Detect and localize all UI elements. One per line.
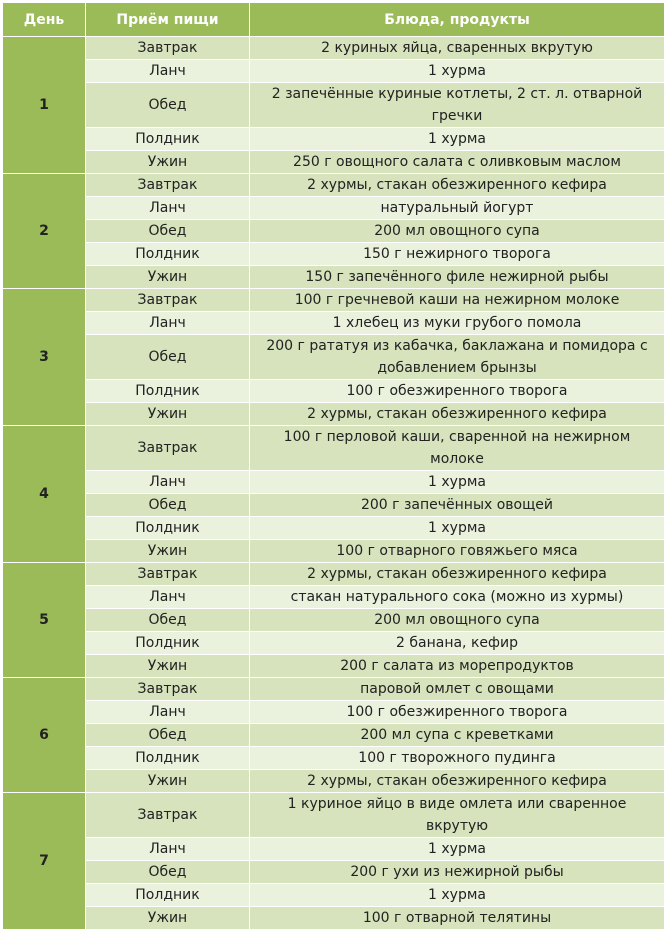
table-row (3, 861, 665, 884)
dish-description-cell: 1 куриное яйцо в виде омлета или сваренное вкрутую (250, 793, 665, 838)
meal-name-cell: Полдник (86, 380, 250, 403)
meal-name-cell: Ужин (86, 770, 250, 793)
dish-description-cell: 250 г овощного салата с оливковым маслом (250, 151, 665, 174)
dish-description-cell: 1 хурма (250, 838, 665, 861)
day-number-cell: 7 (3, 793, 86, 930)
meal-name-cell: Ужин (86, 907, 250, 930)
header-meal: Приём пищи (86, 3, 250, 37)
meal-name-cell: Обед (86, 861, 250, 884)
meal-name-cell: Ужин (86, 655, 250, 678)
dish-description-cell: 150 г запечённого филе нежирной рыбы (250, 266, 665, 289)
meal-name-cell: Ланч (86, 838, 250, 861)
dish-description-cell: натуральный йогурт (250, 197, 665, 220)
meal-name-cell: Завтрак (86, 37, 250, 60)
meal-name-cell: Ланч (86, 312, 250, 335)
table-row (3, 701, 665, 724)
table-row (3, 380, 665, 403)
table-row (3, 724, 665, 747)
meal-name-cell: Полдник (86, 128, 250, 151)
table-row (3, 151, 665, 174)
dish-description-cell: 1 хлебец из муки грубого помола (250, 312, 665, 335)
dish-description-cell: 2 банана, кефир (250, 632, 665, 655)
table-row (3, 197, 665, 220)
day-number-cell: 6 (3, 678, 86, 793)
table-row (3, 632, 665, 655)
meal-name-cell: Ланч (86, 60, 250, 83)
table-row (3, 517, 665, 540)
dish-description-cell: 1 хурма (250, 884, 665, 907)
table-row (3, 312, 665, 335)
diet-menu-table (2, 2, 665, 930)
dish-description-cell: 100 г гречневой каши на нежирном молоке (250, 289, 665, 312)
meal-name-cell: Обед (86, 83, 250, 128)
dish-description-cell: 200 мл овощного супа (250, 609, 665, 632)
table-row (3, 426, 665, 471)
meal-name-cell: Обед (86, 220, 250, 243)
meal-name-cell: Завтрак (86, 793, 250, 838)
day-number-cell: 4 (3, 426, 86, 563)
table-row (3, 563, 665, 586)
dish-description-cell: паровой омлет с овощами (250, 678, 665, 701)
dish-description-cell: 2 хурмы, стакан обезжиренного кефира (250, 563, 665, 586)
meal-name-cell: Полдник (86, 747, 250, 770)
meal-name-cell: Ланч (86, 471, 250, 494)
meal-name-cell: Полдник (86, 243, 250, 266)
meal-name-cell: Ужин (86, 403, 250, 426)
meal-name-cell: Полдник (86, 884, 250, 907)
table-row (3, 838, 665, 861)
dish-description-cell: 100 г отварной телятины (250, 907, 665, 930)
dish-description-cell: 100 г перловой каши, сваренной на нежирном молоке (250, 426, 665, 471)
meal-name-cell: Ланч (86, 701, 250, 724)
table-row (3, 335, 665, 380)
dish-description-cell: 200 мл овощного супа (250, 220, 665, 243)
table-row (3, 609, 665, 632)
dish-description-cell: 150 г нежирного творога (250, 243, 665, 266)
day-number-cell: 3 (3, 289, 86, 426)
table-row (3, 266, 665, 289)
dish-description-cell: 100 г обезжиренного творога (250, 701, 665, 724)
day-number-cell: 1 (3, 37, 86, 174)
meal-name-cell: Ланч (86, 197, 250, 220)
table-row (3, 37, 665, 60)
table-row (3, 128, 665, 151)
table-row (3, 494, 665, 517)
dish-description-cell: 1 хурма (250, 60, 665, 83)
day-number-cell: 2 (3, 174, 86, 289)
dish-description-cell: 200 мл супа с креветками (250, 724, 665, 747)
day-number-cell: 5 (3, 563, 86, 678)
meal-name-cell: Завтрак (86, 289, 250, 312)
dish-description-cell: 2 хурмы, стакан обезжиренного кефира (250, 770, 665, 793)
meal-name-cell: Ужин (86, 266, 250, 289)
table-row (3, 747, 665, 770)
table-header-row (3, 3, 665, 37)
table-row (3, 655, 665, 678)
table-row (3, 220, 665, 243)
table-row (3, 403, 665, 426)
table-body (3, 37, 665, 930)
dish-description-cell: 2 куриных яйца, сваренных вкрутую (250, 37, 665, 60)
meal-name-cell: Завтрак (86, 563, 250, 586)
meal-name-cell: Завтрак (86, 426, 250, 471)
header-dishes: Блюда, продукты (250, 3, 665, 37)
meal-name-cell: Полдник (86, 632, 250, 655)
meal-name-cell: Полдник (86, 517, 250, 540)
dish-description-cell: стакан натурального сока (можно из хурмы) (250, 586, 665, 609)
dish-description-cell: 200 г запечённых овощей (250, 494, 665, 517)
dish-description-cell: 1 хурма (250, 517, 665, 540)
dish-description-cell: 100 г отварного говяжьего мяса (250, 540, 665, 563)
header-day: День (3, 3, 86, 37)
dish-description-cell: 2 хурмы, стакан обезжиренного кефира (250, 403, 665, 426)
table-row (3, 907, 665, 930)
table-row (3, 60, 665, 83)
table-row (3, 243, 665, 266)
dish-description-cell: 200 г рататуя из кабачка, баклажана и помидора с добавлением брынзы (250, 335, 665, 380)
table-row (3, 174, 665, 197)
table-row (3, 884, 665, 907)
meal-name-cell: Ужин (86, 540, 250, 563)
dish-description-cell: 1 хурма (250, 128, 665, 151)
table-row (3, 83, 665, 128)
table-row (3, 586, 665, 609)
dish-description-cell: 200 г ухи из нежирной рыбы (250, 861, 665, 884)
table-row (3, 678, 665, 701)
table-row (3, 289, 665, 312)
meal-name-cell: Завтрак (86, 678, 250, 701)
meal-name-cell: Обед (86, 609, 250, 632)
dish-description-cell: 100 г обезжиренного творога (250, 380, 665, 403)
dish-description-cell: 100 г творожного пудинга (250, 747, 665, 770)
table-row (3, 770, 665, 793)
meal-name-cell: Обед (86, 494, 250, 517)
table-row (3, 793, 665, 838)
meal-name-cell: Обед (86, 724, 250, 747)
dish-description-cell: 2 запечённые куриные котлеты, 2 ст. л. отварной гречки (250, 83, 665, 128)
meal-name-cell: Завтрак (86, 174, 250, 197)
meal-name-cell: Ланч (86, 586, 250, 609)
dish-description-cell: 2 хурмы, стакан обезжиренного кефира (250, 174, 665, 197)
dish-description-cell: 200 г салата из морепродуктов (250, 655, 665, 678)
meal-name-cell: Обед (86, 335, 250, 380)
dish-description-cell: 1 хурма (250, 471, 665, 494)
table-row (3, 471, 665, 494)
table-row (3, 540, 665, 563)
meal-name-cell: Ужин (86, 151, 250, 174)
